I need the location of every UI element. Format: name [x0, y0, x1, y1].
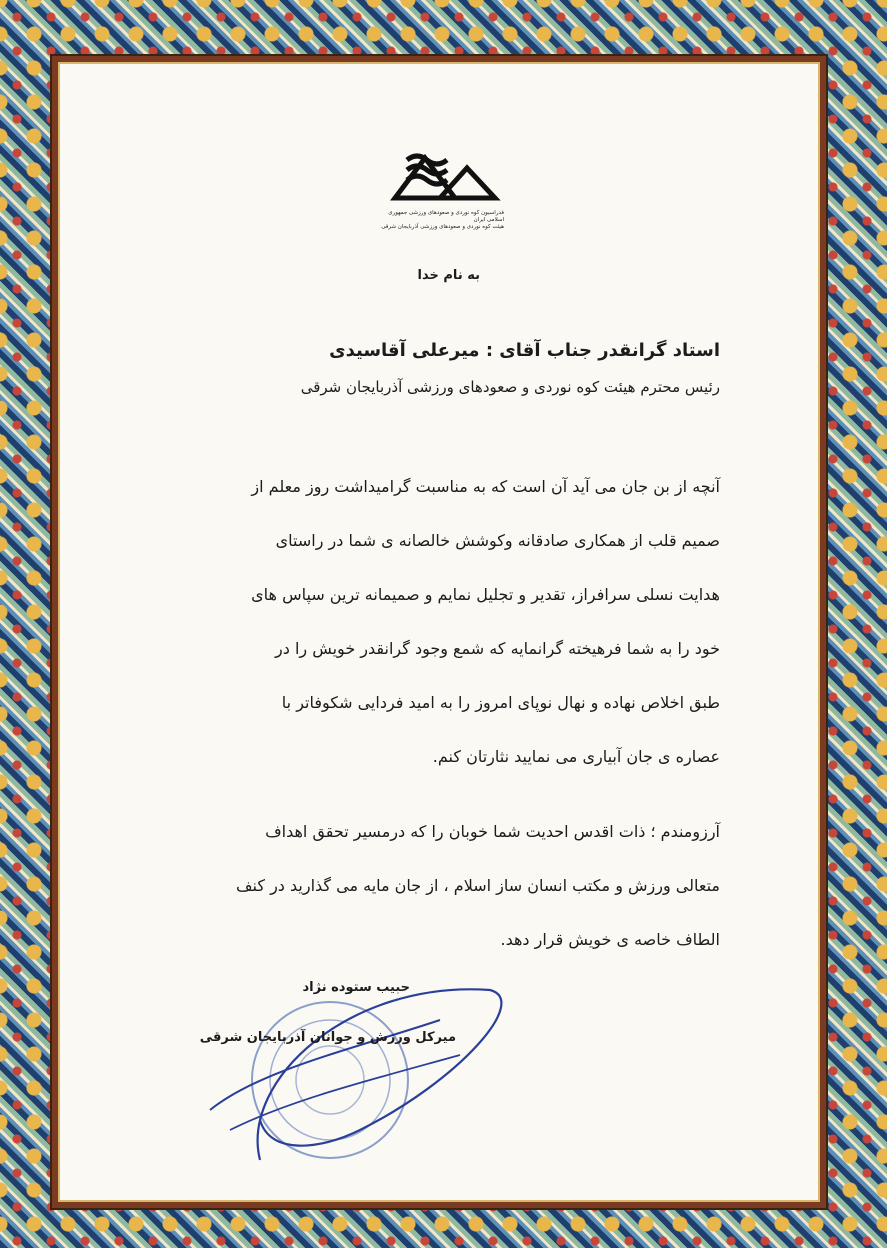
logo-wave-1: [407, 156, 447, 164]
addressee-position: رئیس محترم هیئت کوه نوردی و صعودهای ورزشی آذربایجان شرقی: [300, 378, 720, 396]
paragraph-2-line: متعالی ورزش و مکتب انسان ساز اسلام ، از جان مایه می گذارید در کنف: [235, 876, 720, 895]
logo-mountain-right: [440, 168, 495, 198]
paragraph-2-line: آرزومندم ؛ ذات اقدس احدیت شما خوبان را که درمسیر تحقق اهداف: [265, 822, 720, 841]
signature-stroke-3: [230, 1055, 460, 1130]
signatory-name: حبیب ستوده نژاد: [302, 980, 410, 995]
paragraph-1-line: طبق اخلاص نهاده و نهال نوپای امروز را به امید فردایی شکوفاتر با: [281, 693, 720, 712]
paragraph-1-line: هدایت نسلی سرافراز، تقدیر و تجلیل نمایم و صمیمانه ترین سپاس های: [251, 585, 720, 604]
logo-caption-line2: هیئت کوه نوردی و صعودهای ورزشی آذربایجان شرقی: [381, 224, 504, 230]
paragraph-1: [150, 460, 720, 784]
stamp-outer-ring: [252, 1002, 408, 1158]
paragraph-1-line: خود را به شما فرهیخته گرانمایه که شمع وجود گرانقدر خویش را در: [275, 639, 720, 658]
signature-stroke-1: [258, 989, 502, 1160]
paragraph-1-line: عصاره ی جان آبیاری می نمایید نثارتان کنم.: [432, 747, 720, 766]
basmala-heading: به نام خدا: [417, 268, 480, 283]
paragraph-1-line: صمیم قلب از همکاری صادقانه وکوشش خالصانه ی شما در راستای: [275, 531, 720, 550]
logo-caption: [380, 210, 504, 231]
paragraph-2-line: الطاف خاصه ی خویش قرار دهد.: [500, 930, 720, 949]
signatory-title: میرکل ورزش و جوانان آذربایجان شرقی: [199, 1030, 456, 1045]
paragraph-1-line: آنچه از بن جان می آید آن است که به مناسبت گرامیداشت روز معلم از: [251, 477, 720, 496]
paragraph-2: [150, 805, 720, 967]
logo-caption-line1: فدراسیون کوه نوردی و صعودهای ورزشی جمهوری اسلامی ایران: [388, 210, 504, 223]
stamp-center-ring: [296, 1046, 364, 1114]
addressee-line: استاد گرانقدر جناب آقای : میرعلی آقاسیدی: [329, 340, 720, 361]
